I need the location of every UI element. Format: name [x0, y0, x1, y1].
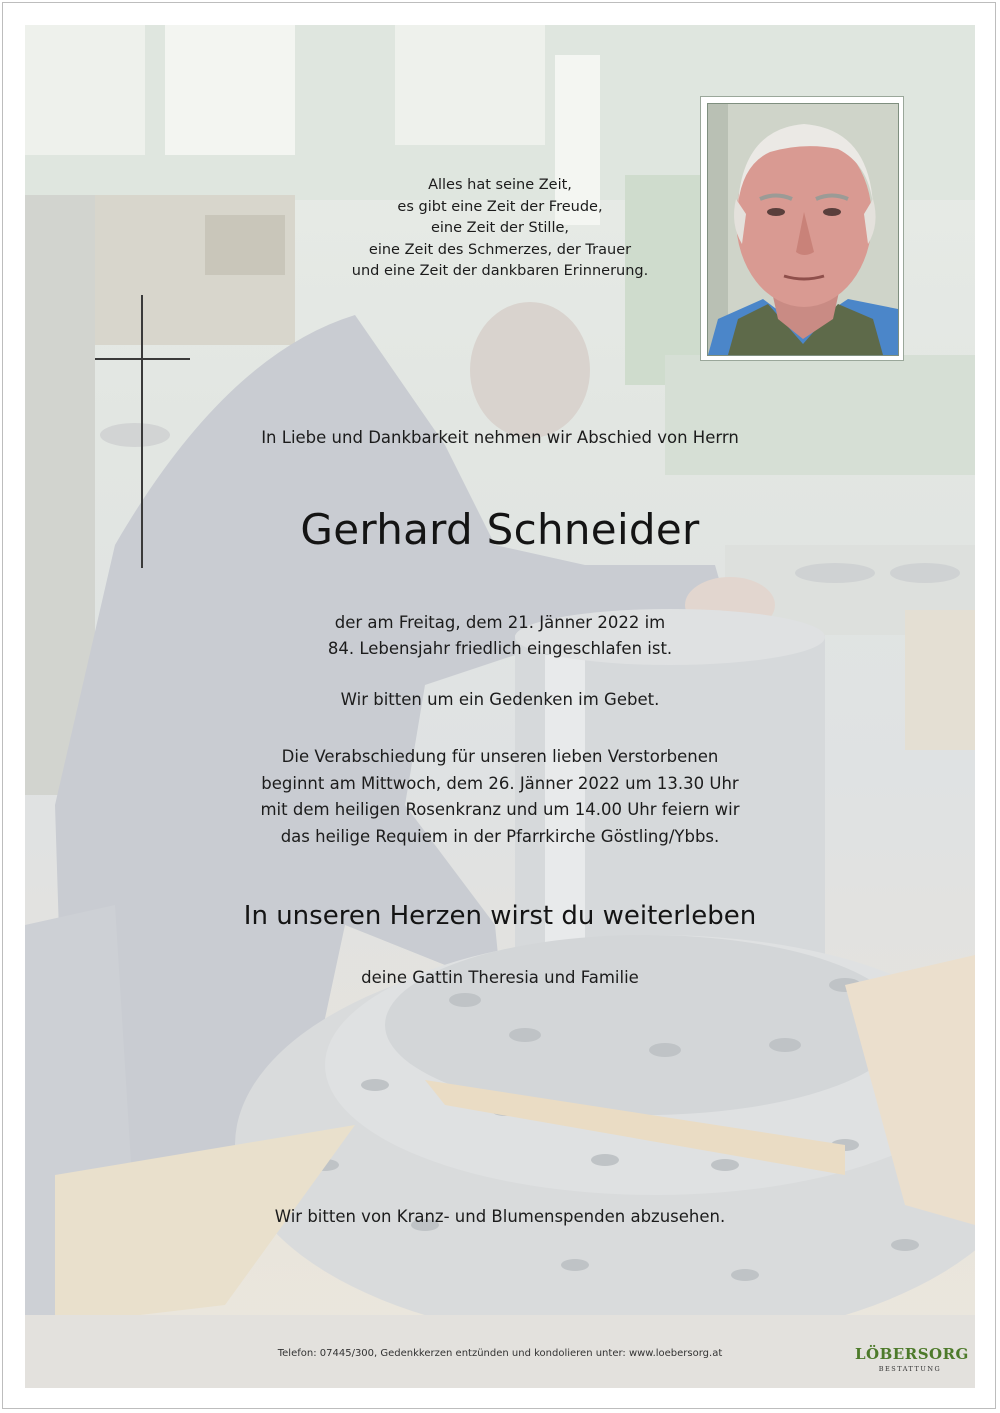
logo-subtitle: BESTATTUNG: [878, 1365, 942, 1373]
ceremony-line: beginnt am Mittwoch, dem 26. Jänner 2022 um 13.30 Uhr: [261, 773, 739, 793]
ceremony-line: das heilige Requiem in der Pfarrkirche Göstling/Ybbs.: [280, 826, 720, 846]
motto: In unseren Herzen wirst du weiterleben: [243, 901, 757, 931]
funeral-home-logo: [855, 1345, 969, 1373]
deceased-name: Gerhard Schneider: [300, 505, 700, 554]
poem-line: es gibt eine Zeit der Freude,: [397, 198, 603, 215]
poem-line: eine Zeit der Stille,: [430, 220, 570, 236]
death-line: der am Freitag, dem 21. Jänner 2022 im: [334, 613, 666, 632]
flowers-note: Wir bitten von Kranz- und Blumenspenden abzusehen.: [274, 1207, 726, 1226]
ceremony-line: Die Verabschiedung für unseren lieben Verstorbenen: [281, 747, 719, 766]
poem-line: und eine Zeit der dankbaren Erinnerung.: [351, 263, 649, 279]
poem: [200, 175, 800, 283]
family-signature: deine Gattin Theresia und Familie: [361, 968, 639, 987]
contact-line: Telefon: 07445/300, Gedenkkerzen entzünden und kondolieren unter: www.loebersorg.at: [277, 1348, 723, 1359]
poem-line: Alles hat seine Zeit,: [428, 177, 572, 193]
death-notice: [0, 610, 1000, 662]
poem-line: eine Zeit des Schmerzes, der Trauer: [368, 241, 632, 258]
prayer-request: Wir bitten um ein Gedenken im Gebet.: [340, 690, 660, 709]
logo-name: LÖBERSORG: [855, 1345, 969, 1363]
ceremony-line: mit dem heiligen Rosenkranz und um 14.00 Uhr feiern wir: [260, 800, 740, 819]
farewell-intro: In Liebe und Dankbarkeit nehmen wir Abschied von Herrn: [261, 428, 739, 447]
cross-icon-bar: [95, 358, 190, 360]
death-line: 84. Lebensjahr friedlich eingeschlafen ist.: [327, 639, 673, 658]
ceremony-details: [0, 744, 1000, 850]
